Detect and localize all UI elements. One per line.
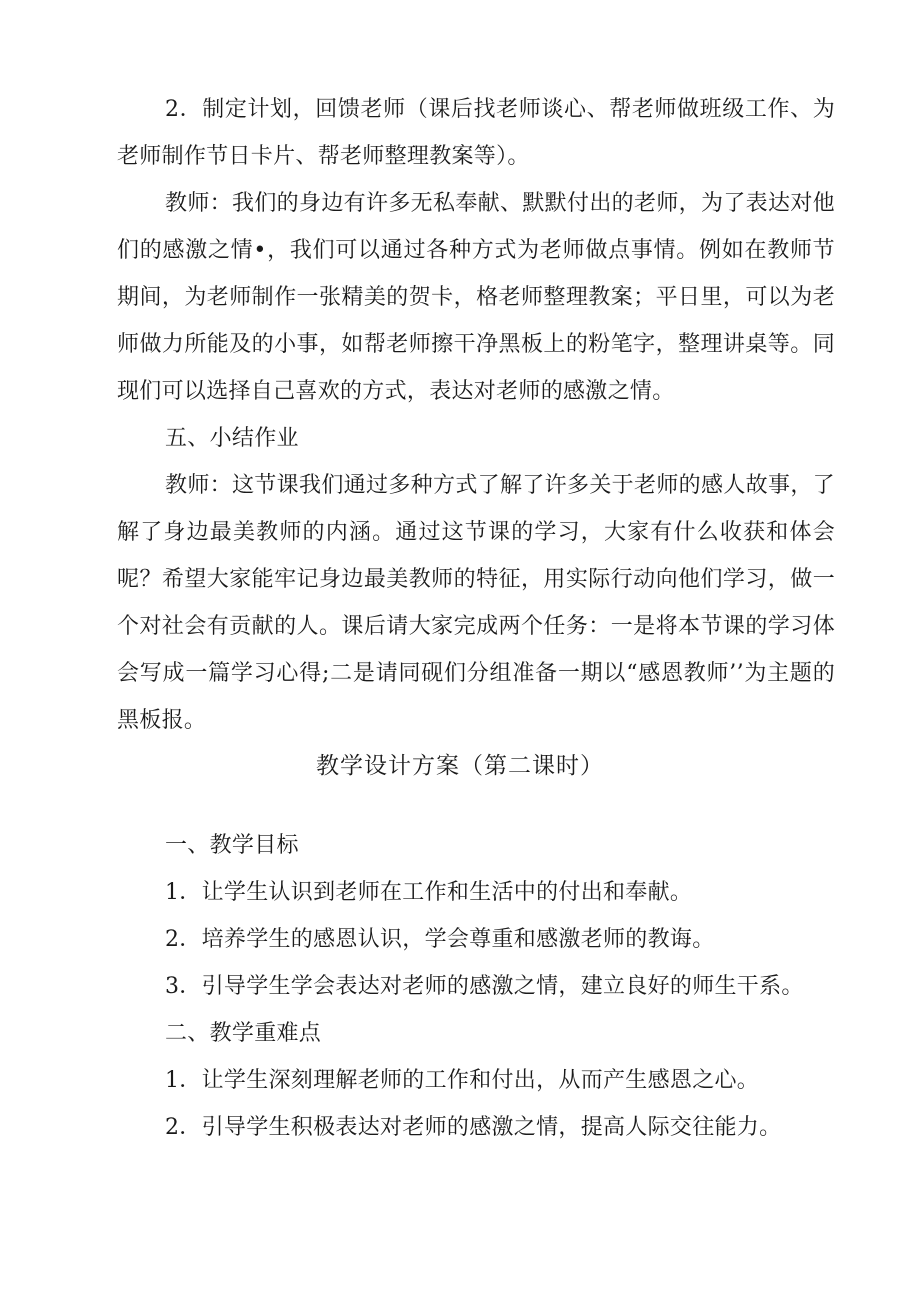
key-point-2: 2．引导学生积极表达对老师的感激之情，提高人际交往能力。 [165, 1115, 782, 1140]
goal-item-1: 1．让学生认识到老师在工作和生活中的付出和奉献。 [165, 880, 693, 905]
key-point-1: 1．让学生深刻理解老师的工作和付出，从而产生感恩之心。 [165, 1068, 760, 1093]
heading-summary-homework: 五、小结作业 [165, 426, 299, 451]
heading-key-points: 二、教学重难点 [165, 1021, 322, 1046]
goal-item-2: 2．培养学生的感恩认识，学会尊重和感激老师的教诲。 [165, 927, 715, 952]
paragraph-item-2: 2．制定计划，回馈老师（课后找老师谈心、帮老师做班级工作、为老师制作节日卡片、帮老师整理教案等）。 [117, 97, 835, 169]
paragraph-summary: 教师：这节课我们通过多种方式了解了许多关于老师的感人故事，了解了身边最美教师的内涵。通过这节课的学习，大家有什么收获和体会呢？希望大家能牢记身边最美教师的特征，用实际行动向他们学习，做一个对社会有贡献的人。课后请大家完成两个任务：一是将本节课的学习体会写成一篇学习心得;二是请同砚们分组准备一期以“感恩教师’’为主题的黑板报。 [117, 473, 835, 733]
section-title: 教学设计方案（第二课时） [316, 753, 604, 779]
heading-teaching-goals: 一、教学目标 [165, 833, 299, 858]
paragraph-teacher-gratitude: 教师：我们的身边有许多无私奉献、默默付出的老师，为了表达对他们的感激之情•，我们可以通过各种方式为老师做点事情。例如在教师节期间，为老师制作一张精美的贺卡，格老师整理教案；平日里，可以为老师做力所能及的小事，如帮老师擦干净黑板上的粉笔字，整理讲桌等。同现们可以选择自己喜欢的方式，表达对老师的感激之情。 [117, 191, 835, 404]
goal-item-3: 3．引导学生学会表达对老师的感激之情，建立良好的师生干系。 [165, 974, 804, 999]
